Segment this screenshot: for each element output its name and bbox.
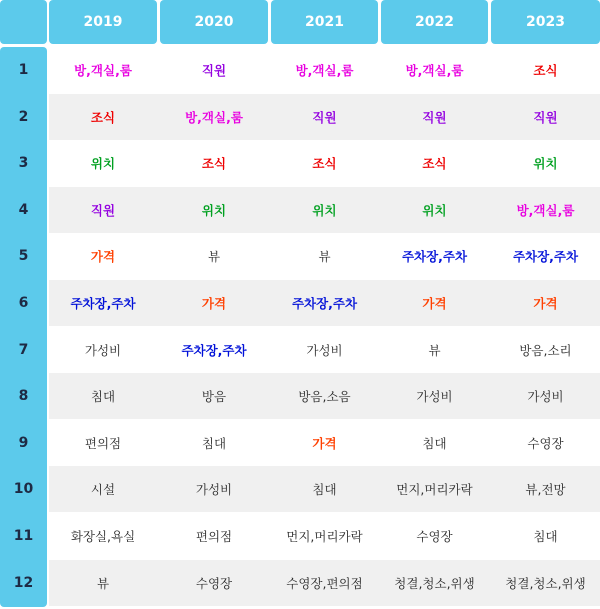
keyword-cell: 청결,청소,위생 — [505, 575, 586, 591]
keyword-cell: 방,객실,룸 — [74, 63, 132, 78]
keyword-cell: 가격 — [422, 296, 447, 311]
keyword-cell: 직원 — [201, 63, 227, 78]
keyword-cell: 가격 — [90, 249, 116, 265]
keyword-cell: 청결,청소,위생 — [394, 575, 475, 591]
keyword-cell: 주차장,주차 — [512, 249, 579, 265]
rank-number: 8 — [18, 388, 29, 405]
keyword-cell: 수영장 — [416, 529, 453, 544]
keyword-cell: 조식 — [201, 156, 227, 172]
keyword-cell: 편의점 — [84, 435, 122, 451]
year-header-2020: 2020 — [160, 0, 268, 44]
table-row — [49, 420, 600, 466]
keyword-cell: 가격 — [533, 296, 558, 311]
keyword-cell: 뷰 — [318, 249, 331, 265]
keyword-cell: 침대 — [201, 435, 227, 451]
keyword-cell: 시설 — [90, 482, 116, 498]
keyword-cell: 뷰 — [428, 342, 441, 358]
rank-number: 2 — [18, 108, 29, 125]
keyword-cell: 위치 — [533, 156, 558, 172]
keyword-cell: 직원 — [90, 202, 116, 218]
table-row — [49, 327, 600, 373]
keyword-cell: 침대 — [90, 389, 116, 405]
keyword-cell: 방음,소음 — [298, 389, 351, 405]
rank-number: 11 — [13, 528, 34, 544]
keyword-cell: 위치 — [312, 202, 337, 218]
corner-header-cell — [0, 0, 47, 44]
keyword-cell: 수영장,편의점 — [286, 575, 363, 591]
rank-number: 6 — [18, 295, 29, 311]
table-row — [49, 513, 600, 559]
keyword-cell: 뷰 — [207, 249, 221, 265]
keyword-cell: 가성비 — [416, 389, 453, 405]
keyword-cell: 수영장 — [195, 575, 233, 591]
keyword-cell: 직원 — [312, 109, 337, 125]
keyword-cell: 직원 — [422, 109, 447, 125]
keyword-cell: 주차장,주차 — [181, 342, 247, 358]
table-row — [49, 140, 600, 186]
table-row — [49, 373, 600, 419]
keyword-cell: 위치 — [90, 156, 116, 172]
year-header-2019: 2019 — [49, 0, 157, 44]
keyword-cell: 침대 — [533, 529, 558, 544]
keyword-cell: 화장실,욕실 — [70, 529, 136, 544]
keyword-cell: 조식 — [422, 156, 447, 172]
table-row — [49, 187, 600, 233]
keyword-cell: 뷰 — [96, 575, 110, 591]
keyword-cell: 가격 — [201, 296, 227, 311]
keyword-cell: 먼지,머리카락 — [286, 529, 363, 544]
keyword-cell: 직원 — [533, 109, 558, 125]
keyword-cell: 먼지,머리카락 — [396, 482, 473, 498]
keyword-cell: 침대 — [422, 435, 447, 451]
keyword-cell: 방,객실,룸 — [516, 202, 575, 218]
keyword-cell: 가성비 — [306, 342, 343, 358]
keyword-cell: 주차장,주차 — [291, 296, 358, 311]
rank-number: 9 — [18, 434, 29, 451]
keyword-cell: 방,객실,룸 — [185, 109, 243, 125]
keyword-cell: 방,객실,룸 — [295, 63, 354, 78]
rank-number: 1 — [18, 62, 29, 78]
keyword-cell: 가성비 — [527, 389, 564, 405]
keyword-cell: 가성비 — [84, 342, 122, 358]
keyword-cell: 조식 — [312, 156, 337, 172]
keyword-cell: 침대 — [312, 482, 337, 498]
keyword-cell: 편의점 — [195, 529, 233, 544]
table-row — [49, 466, 600, 512]
keyword-cell: 방음 — [201, 389, 227, 405]
rank-number: 12 — [13, 574, 34, 591]
keyword-cell: 가성비 — [195, 482, 233, 498]
keyword-cell: 방,객실,룸 — [405, 63, 464, 78]
keyword-cell: 가격 — [312, 435, 337, 451]
keyword-cell: 방음,소리 — [519, 342, 572, 358]
keyword-cell: 조식 — [90, 109, 116, 125]
keyword-cell: 뷰,전망 — [525, 482, 566, 498]
rank-number: 5 — [18, 248, 29, 265]
year-header-2022: 2022 — [381, 0, 488, 44]
table-row — [49, 94, 600, 140]
table-row — [49, 233, 600, 279]
keyword-cell: 수영장 — [527, 435, 564, 451]
keyword-cell: 위치 — [422, 202, 447, 218]
table-row — [49, 560, 600, 606]
rank-number: 4 — [18, 201, 29, 218]
keyword-cell: 주차장,주차 — [401, 249, 468, 265]
keyword-cell: 위치 — [201, 202, 227, 218]
rank-number: 3 — [18, 155, 29, 172]
table-row — [49, 280, 600, 326]
header-row — [0, 0, 600, 44]
year-header-2023: 2023 — [491, 0, 600, 44]
keyword-cell: 조식 — [533, 63, 558, 78]
table-row — [49, 47, 600, 93]
keyword-cell: 주차장,주차 — [70, 296, 136, 311]
rank-number: 10 — [13, 481, 34, 498]
year-header-2021: 2021 — [271, 0, 378, 44]
rank-number: 7 — [18, 341, 29, 358]
